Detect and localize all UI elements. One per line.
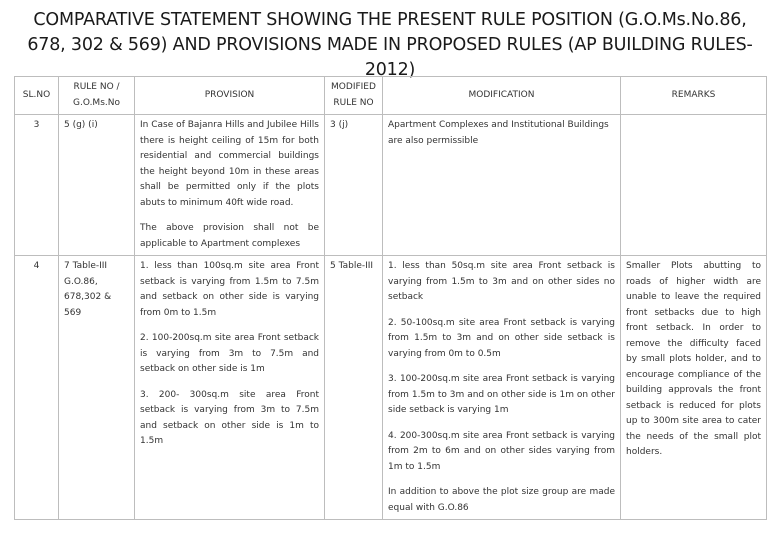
header-remarks: REMARKS [621, 77, 767, 115]
modification-paragraph: 4. 200-300sq.m site area Front setback is varying from 2m to 6m and on other sides varying from 1m to 1.5m [388, 430, 615, 472]
row-sl-no: 4 [15, 256, 59, 520]
document-title [14, 8, 766, 83]
row-rule-no: 7 Table-III G.O.86, 678,302 & 569 [59, 256, 135, 520]
modification-paragraph: 2. 50-100sq.m site area Front setback is varying from 1.5m to 3m and on other side setback is varying from 0m to 0.5m [388, 317, 615, 359]
title-line-2: 678, 302 & 569) AND PROVISIONS MADE IN PROPOSED RULES (AP BUILDING RULES- [27, 35, 753, 55]
modification-paragraph: 3. 100-200sq.m site area Front setback is varying from 1.5m to 3m and on other side is 1m on other side setback is varying 1m [388, 374, 615, 415]
modification-paragraph: In addition to above the plot size group are made equal with G.O.86 [388, 487, 615, 513]
provision-paragraph: In Case of Bajanra Hills and Jubilee Hills there is height ceiling of 15m for both residential and commercial buildings the height beyond 10m in these areas shall be permitted only if the plots abuts to minimum 40ft wide road. [140, 120, 319, 208]
header-rule-no-line2: G.O.Ms.No [73, 97, 120, 108]
row-remarks [621, 115, 767, 256]
row-remarks: Smaller Plots abutting to roads of higher width are unable to leave the required front setbacks due to high front setback. In order to remove the difficulty faced by small plots holder, and to encourage compliance of the building approvals the front setback is reduced for plots up to 300m site area to cater the needs of the small plot holders. [621, 256, 767, 520]
header-provision: PROVISION [135, 77, 325, 115]
provision-paragraph: The above provision shall not be applicable to Apartment complexes [140, 223, 319, 249]
header-modified-line1: MODIFIED [331, 82, 376, 92]
header-modified-rule [325, 77, 383, 115]
modification-paragraph: 1. less than 50sq.m site area Front setback is varying from 1.5m to 3m and on other sides no setback [388, 261, 615, 302]
header-modified-line2: RULE NO [333, 97, 374, 108]
row-modified-rule: 3 (j) [325, 115, 383, 256]
header-rule-no [59, 77, 135, 115]
comparison-table [14, 76, 767, 520]
row-rule-no: 5 (g) (i) [59, 115, 135, 256]
table-row [15, 115, 767, 256]
table-row [15, 256, 767, 520]
row-provision [135, 115, 325, 256]
row-modification [383, 256, 621, 520]
header-modification: MODIFICATION [383, 77, 621, 115]
provision-paragraph: 2. 100-200sq.m site area Front setback is varying from 3m to 7.5m and setback on other side is 1m [140, 333, 319, 374]
title-line-3: 2012) [364, 60, 416, 80]
header-rule-no-line1: RULE NO / [73, 82, 120, 92]
row-modified-rule: 5 Table-III [325, 256, 383, 520]
header-sl-no: SL.NO [15, 77, 59, 115]
row-provision [135, 256, 325, 520]
header-row [15, 77, 767, 115]
provision-paragraph: 1. less than 100sq.m site area Front setback is varying from 1.5m to 7.5m and setback on other side is varying from 0m to 1.5m [140, 261, 319, 318]
provision-paragraph: 3. 200- 300sq.m site area Front setback is varying from 3m to 7.5m and setback on other side is 1m to 1.5m [140, 389, 319, 446]
row-sl-no: 3 [15, 115, 59, 256]
row-modification: Apartment Complexes and Institutional Buildings are also permissible [383, 115, 621, 256]
title-line-1: COMPARATIVE STATEMENT SHOWING THE PRESENT RULE POSITION (G.O.Ms.No.86, [33, 10, 747, 30]
